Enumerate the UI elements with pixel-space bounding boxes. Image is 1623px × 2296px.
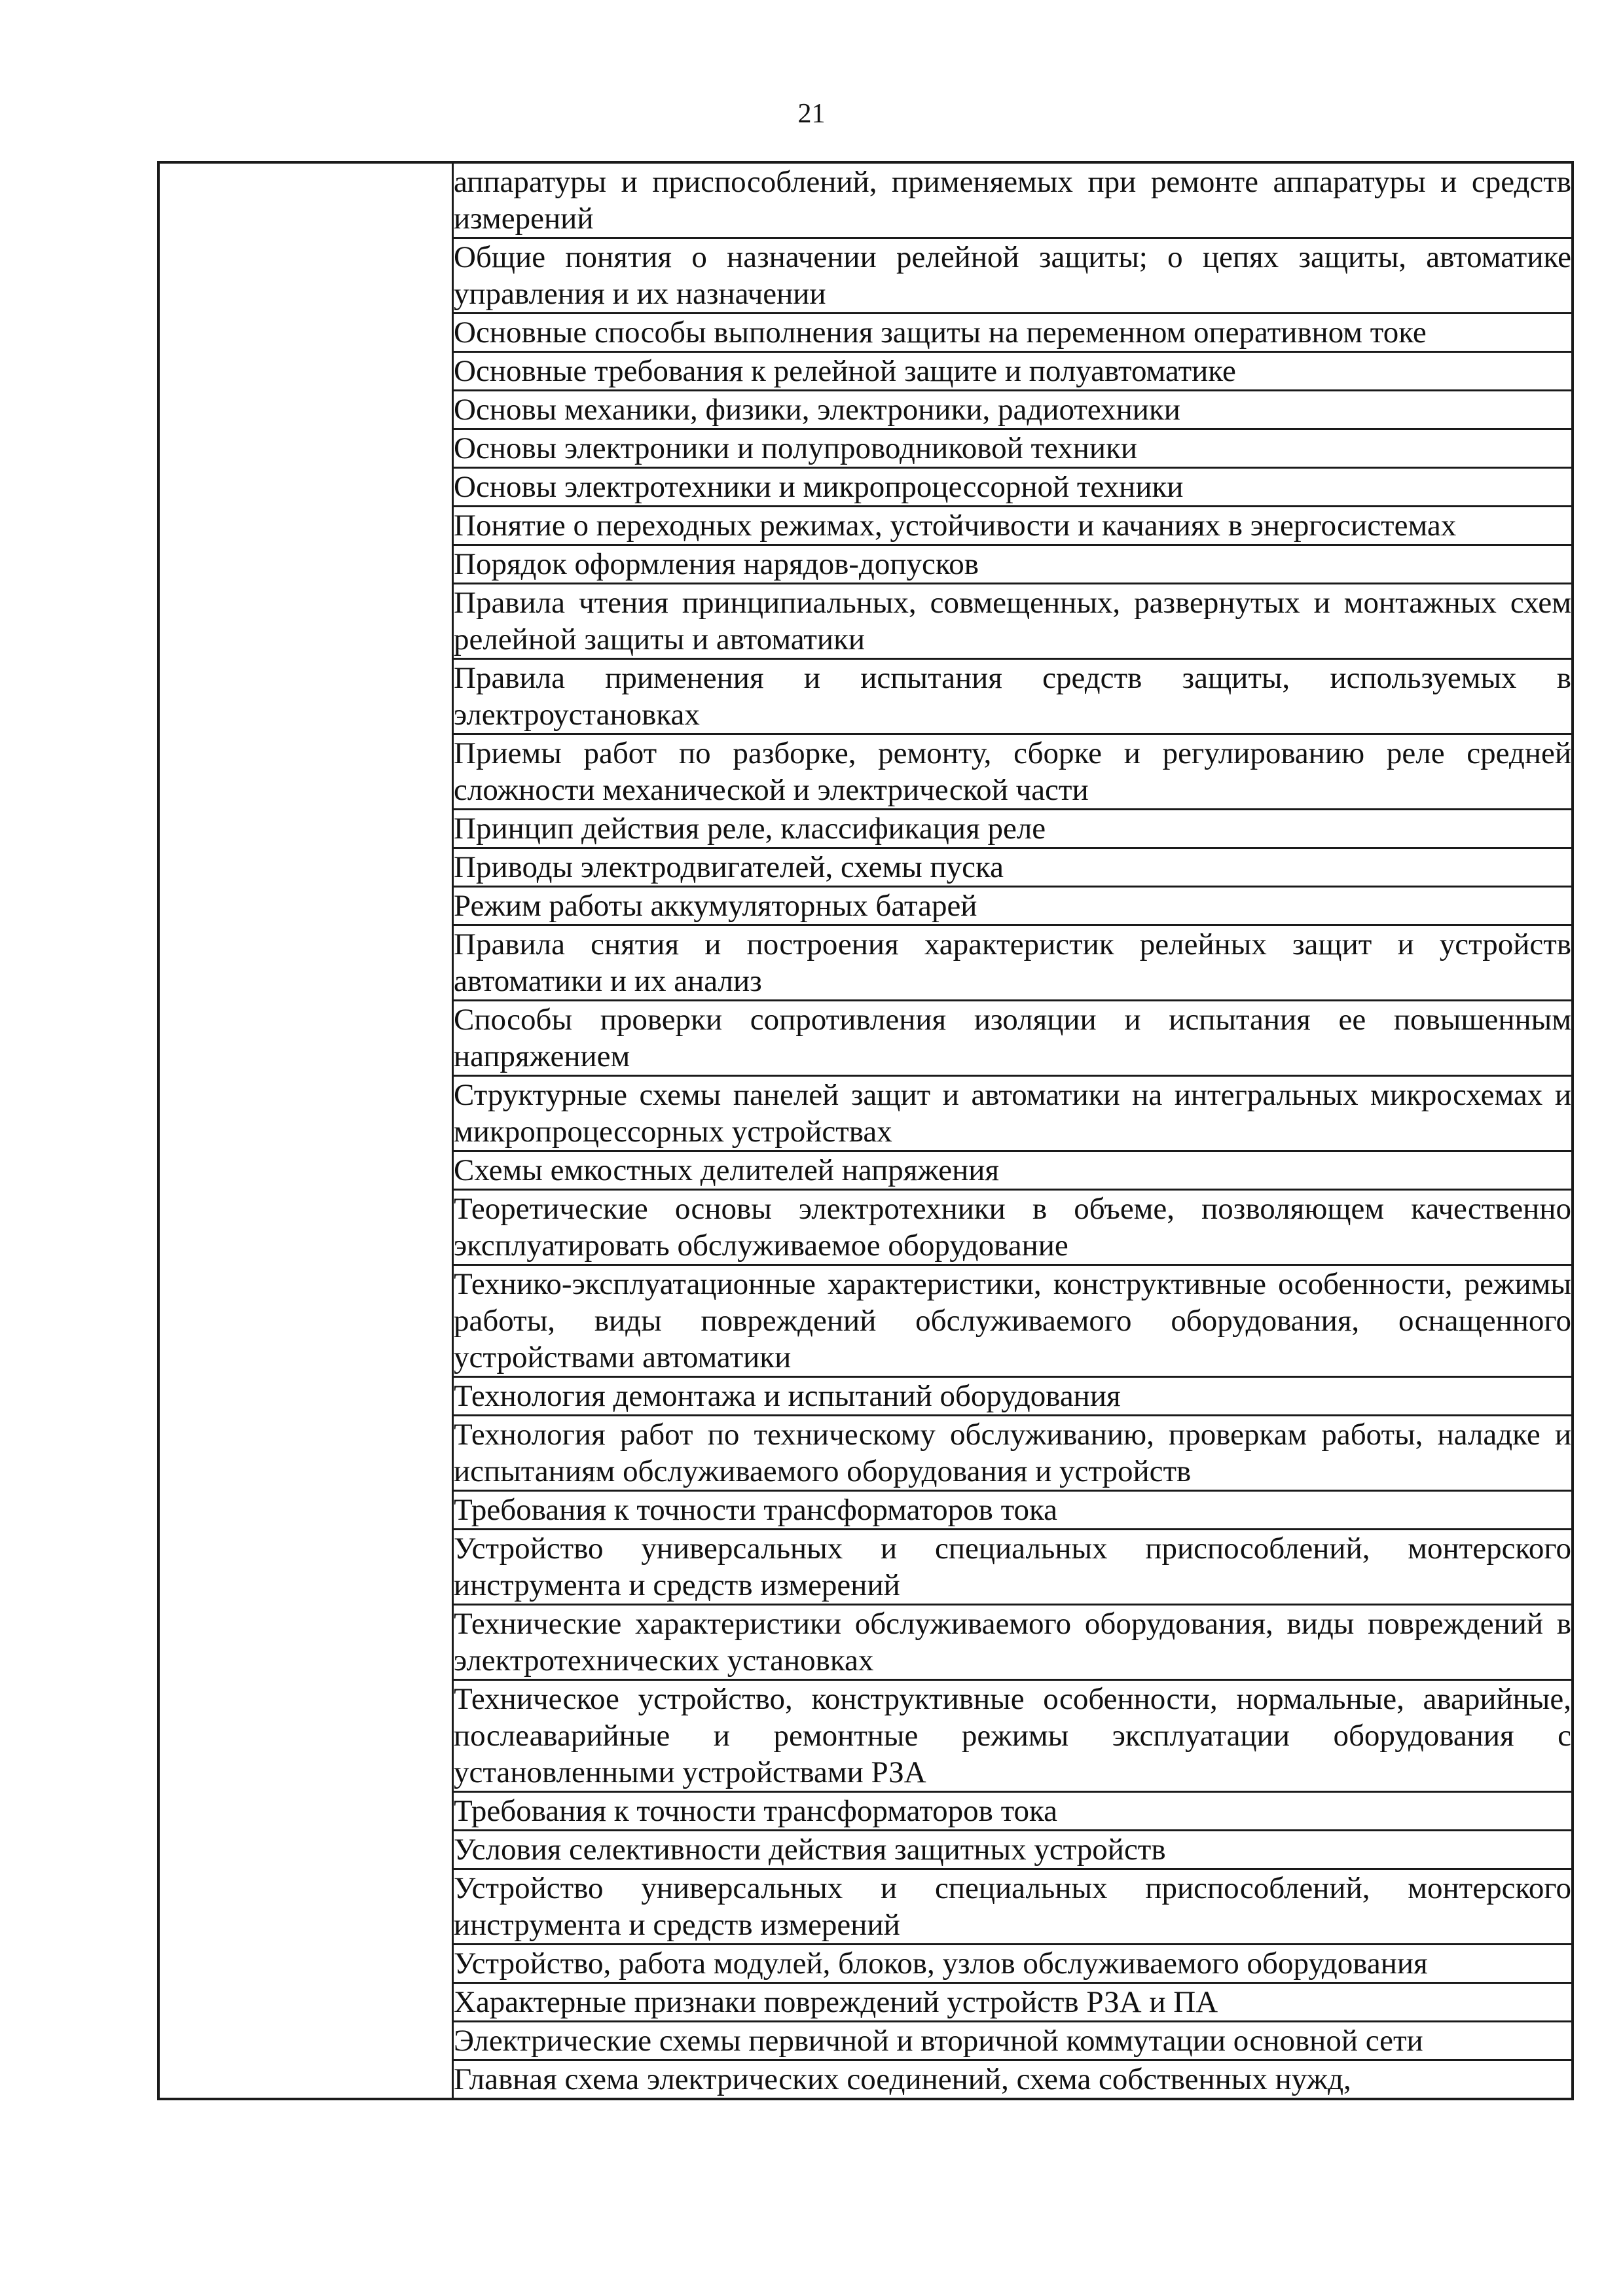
- requirement-item: Основные способы выполнения защиты на переменном оперативном токе: [453, 314, 1573, 352]
- requirement-item: Принцип действия реле, классификация реле: [453, 810, 1573, 848]
- requirement-item: Основные требования к релейной защите и полуавтоматике: [453, 352, 1573, 391]
- requirement-item: Главная схема электрических соединений, схема собственных нужд,: [453, 2060, 1573, 2100]
- left-column-cell: [158, 162, 453, 2099]
- requirement-item: Устройство универсальных и специальных приспособлений, монтерского инструмента и средств измерений: [453, 1869, 1573, 1945]
- requirement-item: Общие понятия о назначении релейной защиты; о цепях защиты, автоматике управления и их назначении: [453, 238, 1573, 314]
- requirement-item: Основы механики, физики, электроники, радиотехники: [453, 391, 1573, 429]
- requirement-item: Условия селективности действия защитных устройств: [453, 1831, 1573, 1869]
- requirement-item: Устройство универсальных и специальных приспособлений, монтерского инструмента и средств измерений: [453, 1530, 1573, 1605]
- requirement-item: Правила снятия и построения характеристик релейных защит и устройств автоматики и их анализ: [453, 925, 1573, 1001]
- requirement-item: Требования к точности трансформаторов тока: [453, 1491, 1573, 1530]
- page-number: 21: [797, 99, 826, 129]
- requirement-item: аппаратуры и приспособлений, применяемых при ремонте аппаратуры и средств измерений: [453, 162, 1573, 238]
- requirement-item: Основы электроники и полупроводниковой техники: [453, 429, 1573, 468]
- requirement-item: Технология демонтажа и испытаний оборудования: [453, 1377, 1573, 1416]
- requirement-item: Порядок оформления нарядов-допусков: [453, 545, 1573, 584]
- requirement-item: Структурные схемы панелей защит и автоматики на интегральных микросхемах и микропроцессорных устройствах: [453, 1076, 1573, 1151]
- requirement-item: Технические характеристики обслуживаемого оборудования, виды повреждений в электротехнических установках: [453, 1605, 1573, 1680]
- requirement-item: Способы проверки сопротивления изоляции и испытания ее повышенным напряжением: [453, 1001, 1573, 1076]
- requirement-item: Приводы электродвигателей, схемы пуска: [453, 848, 1573, 887]
- requirement-item: Правила применения и испытания средств защиты, используемых в электроустановках: [453, 659, 1573, 734]
- requirement-item: Схемы емкостных делителей напряжения: [453, 1151, 1573, 1190]
- requirement-item: Теоретические основы электротехники в объеме, позволяющем качественно эксплуатировать обслуживаемое оборудование: [453, 1190, 1573, 1265]
- table-row: [158, 162, 1573, 238]
- requirement-item: Приемы работ по разборке, ремонту, сборке и регулированию реле средней сложности механической и электрической части: [453, 734, 1573, 810]
- requirement-item: Режим работы аккумуляторных батарей: [453, 887, 1573, 925]
- knowledge-requirements-table: [157, 161, 1574, 2100]
- requirement-item: Понятие о переходных режимах, устойчивости и качаниях в энергосистемах: [453, 507, 1573, 545]
- requirement-item: Характерные признаки повреждений устройств РЗА и ПА: [453, 1983, 1573, 2022]
- requirement-item: Электрические схемы первичной и вторичной коммутации основной сети: [453, 2022, 1573, 2060]
- requirement-item: Правила чтения принципиальных, совмещенных, развернутых и монтажных схем релейной защиты и автоматики: [453, 584, 1573, 659]
- requirement-item: Основы электротехники и микропроцессорной техники: [453, 468, 1573, 507]
- requirement-item: Требования к точности трансформаторов тока: [453, 1792, 1573, 1831]
- requirement-item: Технология работ по техническому обслуживанию, проверкам работы, наладке и испытаниям обслуживаемого оборудования и устройств: [453, 1416, 1573, 1491]
- requirement-item: Устройство, работа модулей, блоков, узлов обслуживаемого оборудования: [453, 1945, 1573, 1983]
- requirement-item: Технико-эксплуатационные характеристики, конструктивные особенности, режимы работы, виды повреждений обслуживаемого оборудования, оснащенного устройствами автоматики: [453, 1265, 1573, 1377]
- requirement-item: Техническое устройство, конструктивные особенности, нормальные, аварийные, послеаварийные и ремонтные режимы эксплуатации оборудования с установленными устройствами РЗА: [453, 1680, 1573, 1792]
